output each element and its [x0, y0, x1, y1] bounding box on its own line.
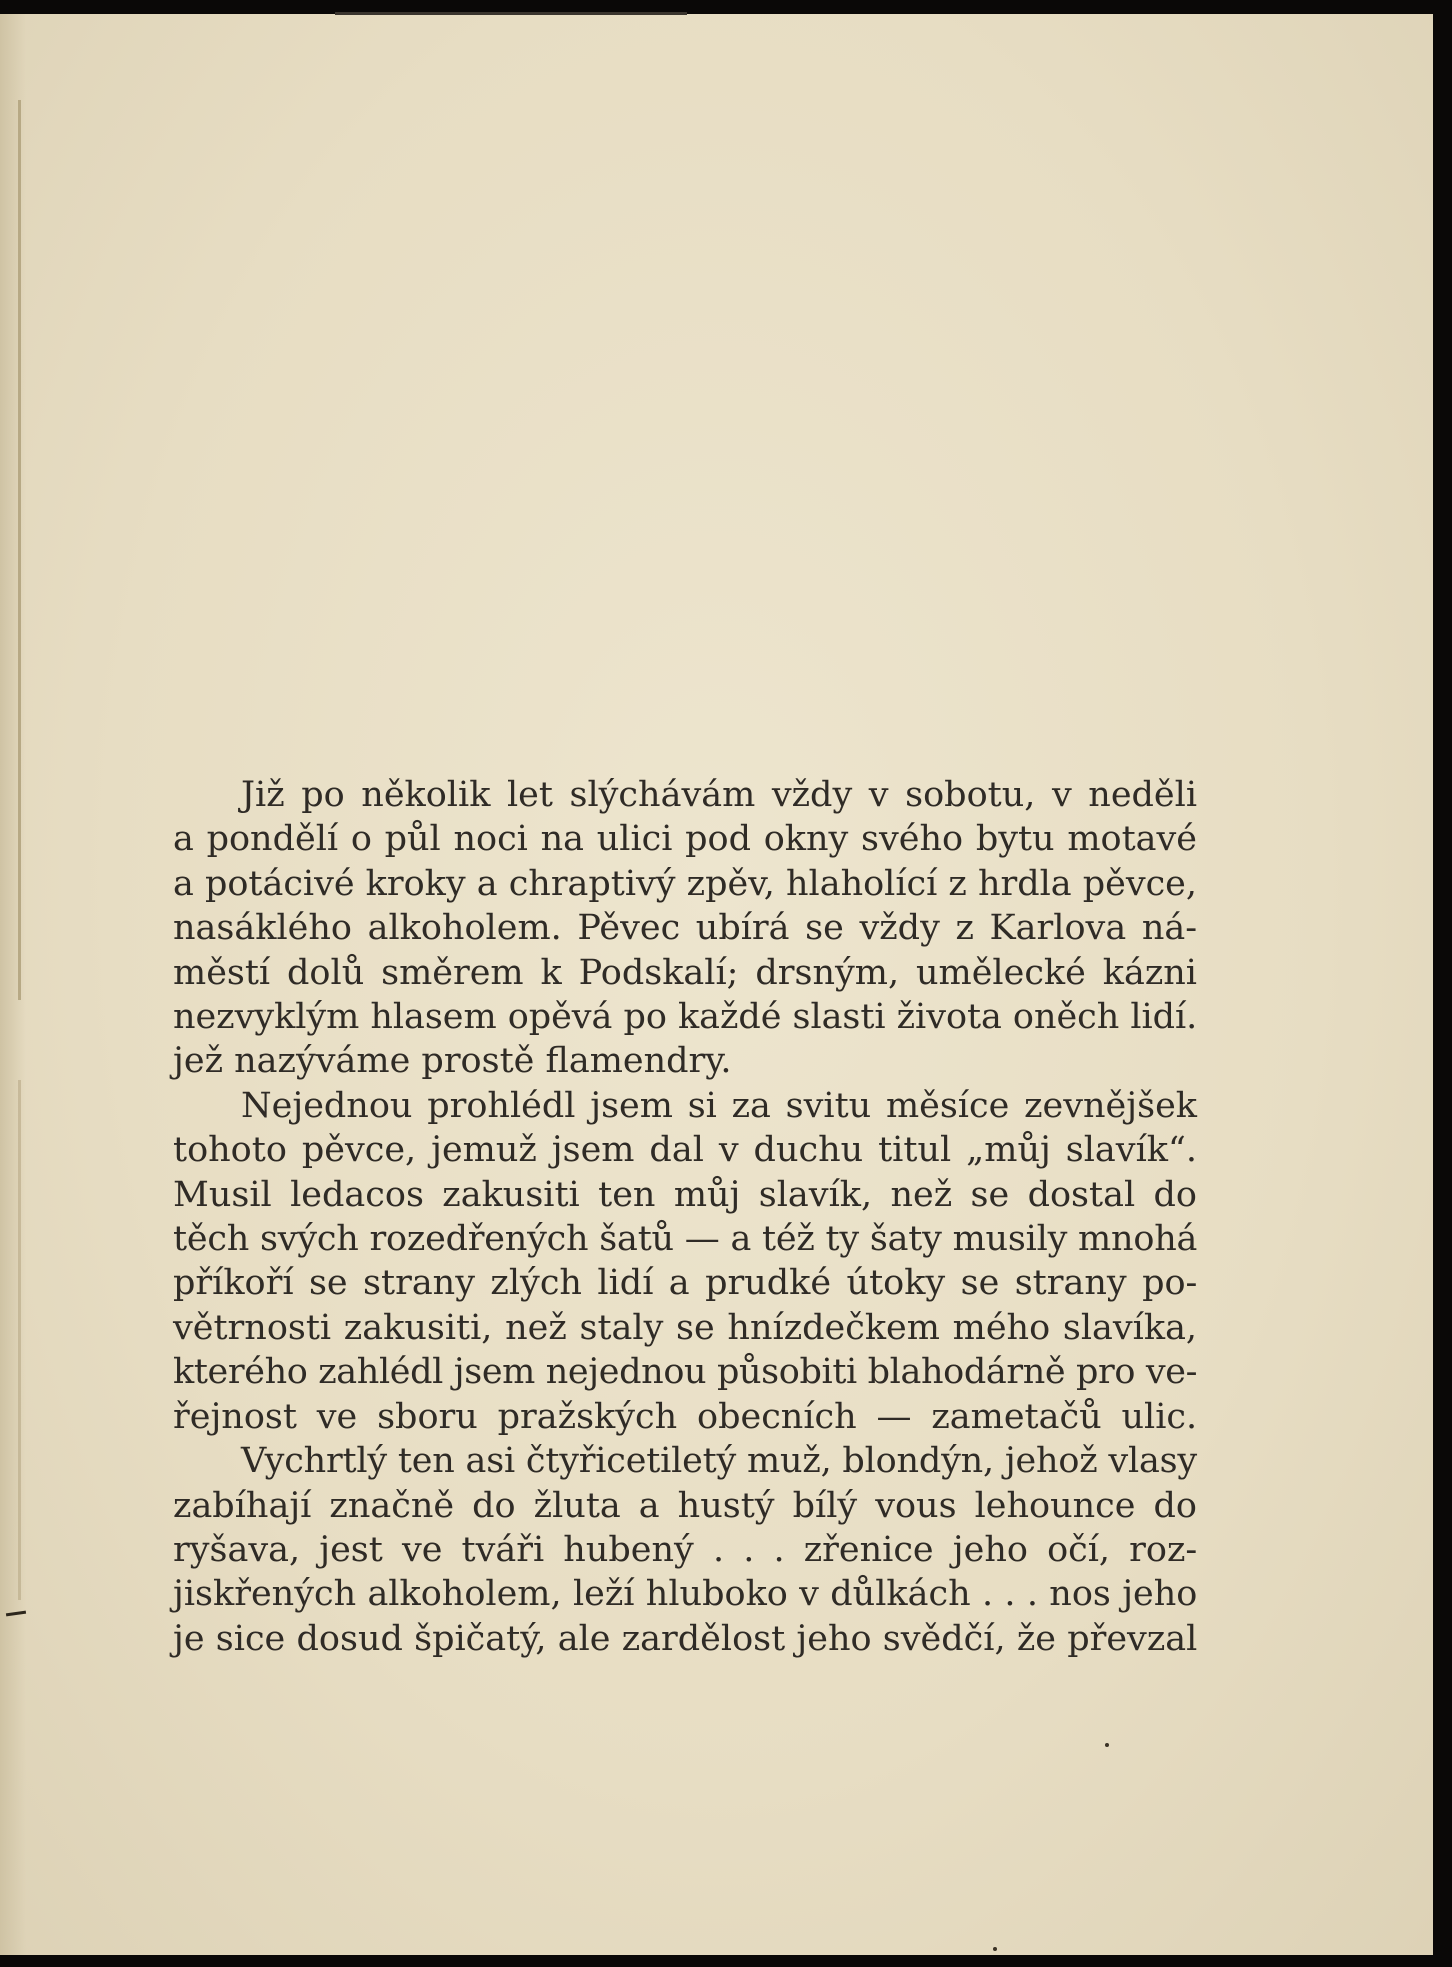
text-line: zabíhají značně do žluta a hustý bílý vous lehounce do [173, 1485, 1197, 1526]
text-line: tohoto pěvce, jemuž jsem dal v duchu titul „můj slavík“. [173, 1130, 1197, 1171]
text-line: Vychrtlý ten asi čtyřicetiletý muž, blondýn, jehož vlasy [241, 1441, 1198, 1482]
body-text [173, 773, 1197, 1661]
text-line: větrnosti zakusiti, než staly se hnízdečkem mého slavíka, [173, 1307, 1198, 1348]
scan-edge-mark [335, 12, 687, 15]
text-line: Již po několik let slýchávám vždy v sobotu, v neděli [241, 775, 1198, 815]
paper-speck [993, 1947, 997, 1951]
gutter-line [18, 100, 21, 1000]
text-line: nasáklého alkoholem. Pěvec ubírá se vždy z Karlova ná- [173, 908, 1198, 949]
paragraph-2 [173, 1084, 1197, 1439]
page-gutter-shadow [0, 0, 26, 1955]
text-line: Nejednou prohlédl jsem si za svitu měsíce zevnějšek [241, 1085, 1197, 1126]
text-line: jež nazýváme prostě flamendry. [173, 1041, 732, 1082]
text-line: Musil ledacos zakusiti ten můj slavík, než se dostal do [173, 1174, 1197, 1215]
paper-speck [1105, 1743, 1109, 1747]
text-line: nezvyklým hlasem opěvá po každé slasti života oněch lidí. [173, 997, 1198, 1038]
text-line: městí dolů směrem k Podskalí; drsným, umělecké kázni [173, 952, 1197, 993]
gutter-line-lower [18, 1080, 21, 1600]
text-line: ryšava, jest ve tváři hubený . . . zřenice jeho očí, roz- [173, 1529, 1198, 1570]
text-line: a pondělí o půl noci na ulici pod okny svého bytu motavé [173, 819, 1197, 860]
text-line: a potácivé kroky a chraptivý zpěv, hlaholící z hrdla pěvce, [173, 863, 1197, 904]
paragraph-1 [173, 773, 1197, 1084]
text-line: kterého zahlédl jsem nejednou působiti blahodárně pro ve- [173, 1352, 1198, 1393]
text-line: řejnost ve sboru pražských obecních — zametačů ulic. [173, 1396, 1198, 1437]
text-line: jiskřených alkoholem, leží hluboko v důlkách . . . nos jeho [173, 1574, 1198, 1615]
text-line: je sice dosud špičatý, ale zardělost jeho svědčí, že převzal [173, 1618, 1198, 1659]
text-line: příkoří se strany zlých lidí a prudké útoky se strany po- [173, 1263, 1198, 1304]
paragraph-3 [173, 1439, 1197, 1661]
text-line: těch svých rozedřených šatů — a též ty šaty musily mnohá [173, 1219, 1198, 1260]
scan-top-border [0, 0, 1452, 14]
